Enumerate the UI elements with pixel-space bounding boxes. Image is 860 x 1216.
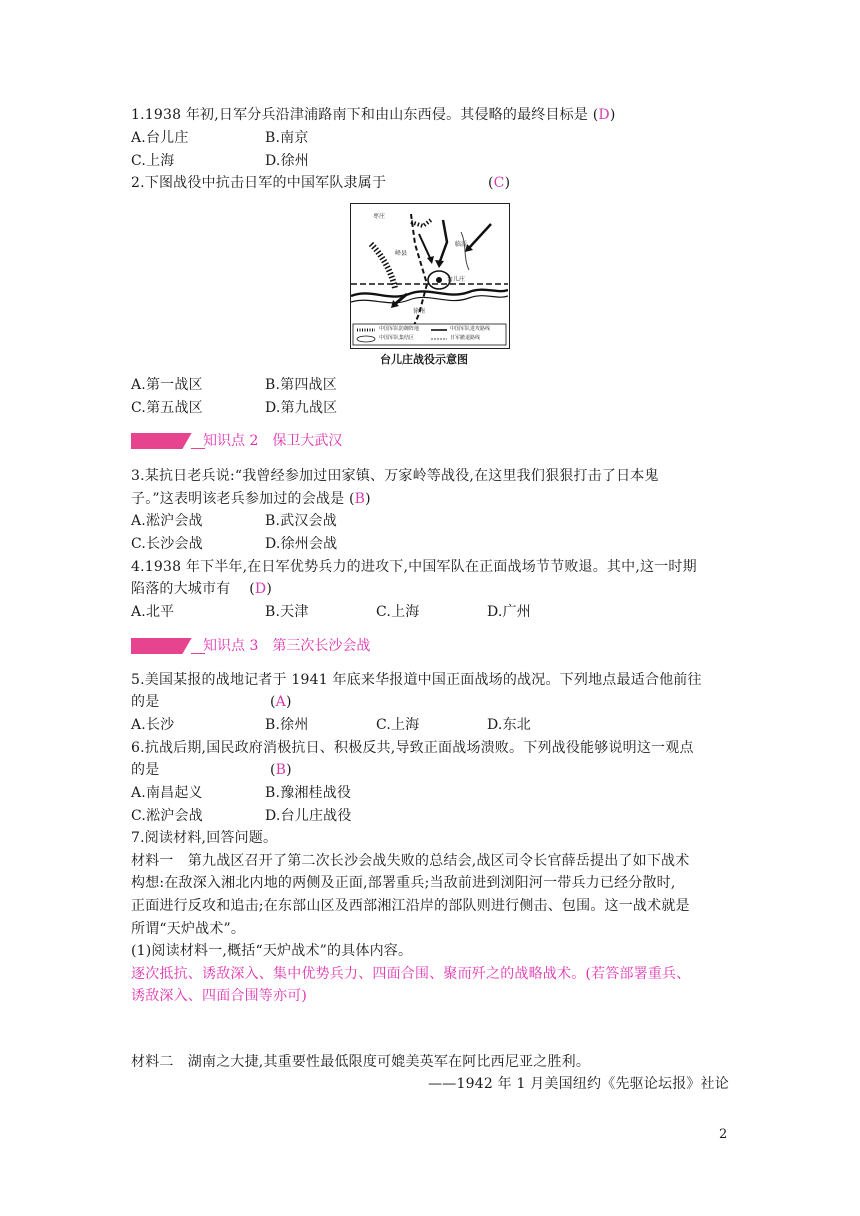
q3-stem-line2: 子。”这表明该老兵参加过的会战是 (B) xyxy=(131,491,371,507)
q1-answer: D xyxy=(598,107,610,123)
q7-answer-1-line1: 逐次抵抗、诱敌深入、集中优势兵力、四面合围、聚而歼之的战略战术。(若答部署重兵、 xyxy=(131,966,691,982)
map-place-taierzhuang: 台儿庄 xyxy=(447,276,466,283)
q2-option-d: D.第九战区 xyxy=(265,400,338,416)
q5-stem-line2: 的是 (A) xyxy=(131,694,292,710)
q1-option-b: B.南京 xyxy=(265,130,309,146)
q5-option-d: D.东北 xyxy=(487,717,531,733)
q5-answer: A xyxy=(275,694,286,710)
q3-option-d: D.徐州会战 xyxy=(265,536,338,552)
q3-option-b: B.武汉会战 xyxy=(265,513,337,529)
q7-subquestion-1: (1)阅读材料一,概括“天炉战术”的具体内容。 xyxy=(131,943,413,959)
map-legend-item: 中国军队进攻路线 xyxy=(450,326,491,332)
q5-option-a: A.长沙 xyxy=(131,717,175,733)
q7-material1-line4: 所谓“天炉战术”。 xyxy=(131,921,246,937)
section-heading-2 xyxy=(131,431,391,451)
q6-option-b: B.豫湘桂战役 xyxy=(265,785,352,801)
q4-option-b: B.天津 xyxy=(265,604,309,620)
q3-option-a: A.淞沪会战 xyxy=(131,513,203,529)
q4-option-c: C.上海 xyxy=(376,604,420,620)
section-title: 知识点 3 第三次长沙会战 xyxy=(203,638,371,654)
q6-answer: B xyxy=(275,762,287,778)
page-number: 2 xyxy=(719,1127,728,1142)
q4-option-a: A.北平 xyxy=(131,604,175,620)
q2-stem: 2.下图战役中抗击日军的中国军队隶属于 (C) xyxy=(131,175,511,191)
map-legend-item: 中国军队防御阵地 xyxy=(379,326,420,332)
q7-material2-source: ——1942 年 1 月美国纽约《先驱论坛报》社论 xyxy=(428,1076,729,1092)
q4-stem-line2: 陷落的大城市有 (D) xyxy=(131,581,273,597)
q6-stem-line2: 的是 (B) xyxy=(131,762,292,778)
q7-material2: 材料二 湖南之大捷,其重要性最低限度可媲美英军在阿比西尼亚之胜利。 xyxy=(131,1054,591,1070)
q7-material1-line3: 正面进行反攻和追击;在东部山区及西部湘江沿岸的部队则进行侧击、包围。这一战术就是 xyxy=(131,898,690,914)
q3-answer: B xyxy=(354,491,366,507)
q4-stem-line1: 4.1938 年下半年,在日军优势兵力的进攻下,中国军队在正面战场节节败退。其中,这一时期 xyxy=(131,559,697,575)
q2-option-c: C.第五战区 xyxy=(131,400,203,416)
q4-answer: D xyxy=(254,581,267,597)
section-heading-3 xyxy=(131,636,391,656)
q6-stem-line1: 6.抗战后期,国民政府消极抗日、积极反共,导致正面战场溃败。下列战役能够说明这一观点 xyxy=(131,740,694,756)
taierzhuang-battle-map xyxy=(350,203,510,349)
q4-option-d: D.广州 xyxy=(487,604,531,620)
q6-option-c: C.淞沪会战 xyxy=(131,808,203,824)
map-place-yixian: 峄县 xyxy=(395,250,408,257)
q3-option-c: C.长沙会战 xyxy=(131,536,203,552)
map-caption: 台儿庄战役示意图 xyxy=(380,353,468,366)
map-place-linyi: 临沂 xyxy=(455,241,468,248)
q1-option-c: C.上海 xyxy=(131,153,175,169)
q5-option-c: C.上海 xyxy=(376,717,420,733)
q5-option-b: B.徐州 xyxy=(265,717,309,733)
q6-option-a: A.南昌起义 xyxy=(131,785,203,801)
q2-option-b: B.第四战区 xyxy=(265,377,337,393)
q7-stem: 7.阅读材料,回答问题。 xyxy=(131,830,278,846)
q7-material1-line1: 材料一 第九战区召开了第二次长沙会战失败的总结会,战区司令长官薛岳提出了如下战术 xyxy=(131,853,690,869)
q1-option-a: A.台儿庄 xyxy=(131,130,189,146)
q1-option-d: D.徐州 xyxy=(265,153,309,169)
q5-stem-line1: 5.美国某报的战地记者于 1941 年底来华报道中国正面战场的战况。下列地点最适合他前往 xyxy=(131,672,702,688)
q6-option-d: D.台儿庄战役 xyxy=(265,808,352,824)
map-place-xuzhou: 徐州 xyxy=(413,308,426,315)
q1-stem: 1.1938 年初,日军分兵沿津浦路南下和由山东西侵。其侵略的最终目标是 (D) xyxy=(131,107,616,123)
q7-material1-line2: 构想:在敌深入湘北内地的两侧及正面,部署重兵;当敌前进到浏阳河一带兵力已经分散时, xyxy=(131,875,676,891)
q3-stem-line1: 3.某抗日老兵说:“我曾经参加过田家镇、万家岭等战役,在这里我们狠狠打击了日本鬼 xyxy=(131,468,659,484)
section-title: 知识点 2 保卫大武汉 xyxy=(203,433,343,449)
map-legend-item: 中国军队集结区 xyxy=(379,335,415,341)
q2-answer: C xyxy=(493,175,505,191)
q2-option-a: A.第一战区 xyxy=(131,377,203,393)
map-legend-item: 日军撤退路线 xyxy=(450,335,481,341)
q7-answer-1-line2: 诱敌深入、四面合围等亦可) xyxy=(131,988,308,1004)
map-place-zaozhuang: 枣庄 xyxy=(373,213,386,220)
